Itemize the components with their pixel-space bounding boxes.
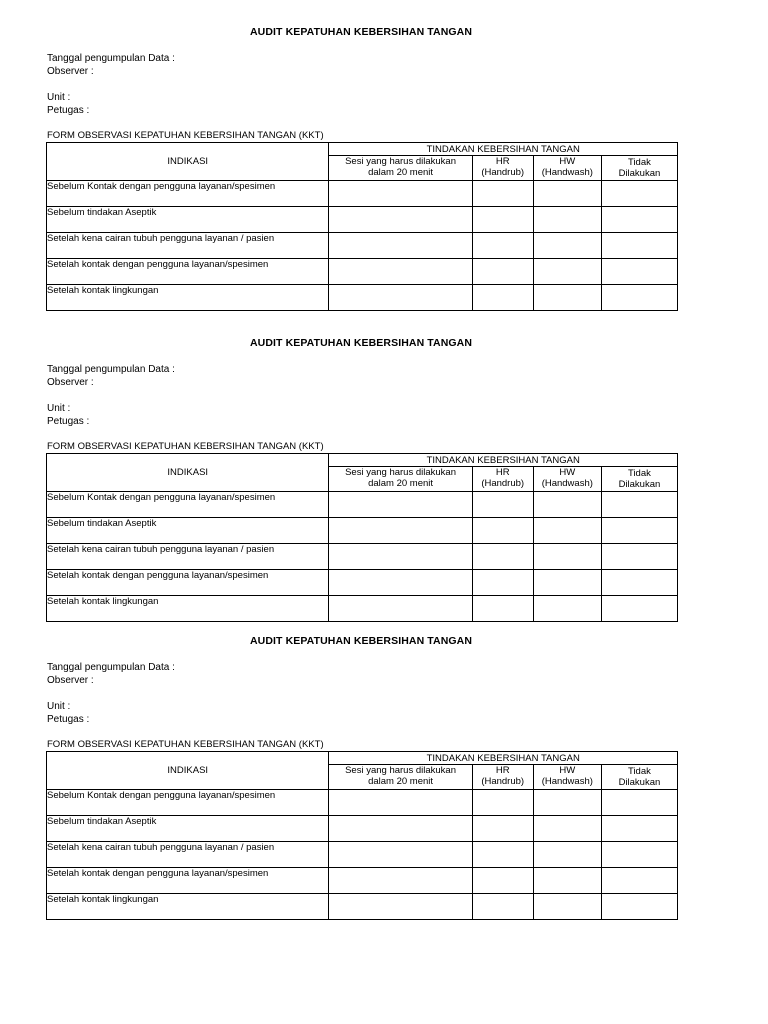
cell-hw[interactable] xyxy=(533,596,601,622)
cell-tidak[interactable] xyxy=(601,570,677,596)
cell-hw[interactable] xyxy=(533,842,601,868)
cell-hr[interactable] xyxy=(472,259,533,285)
table-row xyxy=(47,544,678,570)
cell-hr[interactable] xyxy=(472,285,533,311)
table-row xyxy=(47,233,678,259)
table-row xyxy=(47,790,678,816)
row-indication: Setelah kontak dengan pengguna layanan/spesimen xyxy=(47,570,329,596)
cell-sesi[interactable] xyxy=(329,842,472,868)
cell-sesi[interactable] xyxy=(329,894,472,920)
row-indication: Sebelum Kontak dengan pengguna layanan/spesimen xyxy=(47,790,329,816)
cell-hr[interactable] xyxy=(472,518,533,544)
date-label: Tanggal pengumpulan Data : xyxy=(47,364,175,375)
table-row xyxy=(47,518,678,544)
cell-hr[interactable] xyxy=(472,816,533,842)
cell-tidak[interactable] xyxy=(601,259,677,285)
header-hw: HW (Handwash) xyxy=(533,765,601,790)
header-tidak-dilakukan: Tidak Dilakukan xyxy=(601,765,677,790)
cell-hw[interactable] xyxy=(533,233,601,259)
table-row xyxy=(47,596,678,622)
unit-label: Unit : xyxy=(47,403,71,414)
cell-hw[interactable] xyxy=(533,518,601,544)
cell-tidak[interactable] xyxy=(601,816,677,842)
header-sesi: Sesi yang harus dilakukan dalam 20 menit xyxy=(329,156,472,181)
row-indication: Setelah kontak lingkungan xyxy=(47,894,329,920)
cell-tidak[interactable] xyxy=(601,207,677,233)
row-indication: Setelah kontak dengan pengguna layanan/spesimen xyxy=(47,259,329,285)
form-title: FORM OBSERVASI KEPATUHAN KEBERSIHAN TANGAN (KKT) xyxy=(47,441,324,452)
table-row xyxy=(47,181,678,207)
header-hw: HW (Handwash) xyxy=(533,467,601,492)
row-indication: Sebelum tindakan Aseptik xyxy=(47,518,329,544)
cell-tidak[interactable] xyxy=(601,181,677,207)
audit-title: AUDIT KEPATUHAN KEBERSIHAN TANGAN xyxy=(249,635,473,647)
header-hr: HR (Handrub) xyxy=(472,765,533,790)
cell-hw[interactable] xyxy=(533,492,601,518)
cell-hr[interactable] xyxy=(472,868,533,894)
cell-sesi[interactable] xyxy=(329,868,472,894)
table-row xyxy=(47,842,678,868)
row-indication: Sebelum tindakan Aseptik xyxy=(47,816,329,842)
cell-hr[interactable] xyxy=(472,894,533,920)
cell-tidak[interactable] xyxy=(601,868,677,894)
table-row xyxy=(47,816,678,842)
cell-sesi[interactable] xyxy=(329,596,472,622)
row-indication: Setelah kena cairan tubuh pengguna layanan / pasien xyxy=(47,544,329,570)
cell-hw[interactable] xyxy=(533,816,601,842)
cell-hr[interactable] xyxy=(472,492,533,518)
cell-sesi[interactable] xyxy=(329,207,472,233)
cell-tidak[interactable] xyxy=(601,544,677,570)
cell-sesi[interactable] xyxy=(329,492,472,518)
table-row xyxy=(47,894,678,920)
header-tindakan: TINDAKAN KEBERSIHAN TANGAN xyxy=(329,454,678,467)
cell-tidak[interactable] xyxy=(601,233,677,259)
header-indikasi: INDIKASI xyxy=(47,752,329,790)
petugas-label: Petugas : xyxy=(47,105,90,116)
cell-hw[interactable] xyxy=(533,544,601,570)
cell-tidak[interactable] xyxy=(601,518,677,544)
cell-tidak[interactable] xyxy=(601,596,677,622)
header-tidak-dilakukan: Tidak Dilakukan xyxy=(601,156,677,181)
header-sesi: Sesi yang harus dilakukan dalam 20 menit xyxy=(329,467,472,492)
cell-hw[interactable] xyxy=(533,790,601,816)
cell-hr[interactable] xyxy=(472,207,533,233)
row-indication: Setelah kontak dengan pengguna layanan/spesimen xyxy=(47,868,329,894)
table-row xyxy=(47,492,678,518)
cell-sesi[interactable] xyxy=(329,285,472,311)
audit-title: AUDIT KEPATUHAN KEBERSIHAN TANGAN xyxy=(249,26,473,38)
row-indication: Sebelum tindakan Aseptik xyxy=(47,207,329,233)
cell-hw[interactable] xyxy=(533,259,601,285)
unit-label: Unit : xyxy=(47,701,71,712)
header-hr: HR (Handrub) xyxy=(472,156,533,181)
header-indikasi: INDIKASI xyxy=(47,454,329,492)
table-header-row xyxy=(47,752,678,765)
cell-hr[interactable] xyxy=(472,544,533,570)
table-row xyxy=(47,207,678,233)
cell-sesi[interactable] xyxy=(329,233,472,259)
row-indication: Setelah kena cairan tubuh pengguna layanan / pasien xyxy=(47,233,329,259)
cell-sesi[interactable] xyxy=(329,518,472,544)
table-row xyxy=(47,259,678,285)
observer-label: Observer : xyxy=(47,675,94,686)
header-hw: HW (Handwash) xyxy=(533,156,601,181)
cell-sesi[interactable] xyxy=(329,816,472,842)
header-sesi: Sesi yang harus dilakukan dalam 20 menit xyxy=(329,765,472,790)
row-indication: Sebelum Kontak dengan pengguna layanan/spesimen xyxy=(47,181,329,207)
date-label: Tanggal pengumpulan Data : xyxy=(47,53,175,64)
observer-label: Observer : xyxy=(47,377,94,388)
cell-hr[interactable] xyxy=(472,596,533,622)
cell-hw[interactable] xyxy=(533,570,601,596)
observation-table xyxy=(46,453,678,622)
cell-tidak[interactable] xyxy=(601,894,677,920)
header-tindakan: TINDAKAN KEBERSIHAN TANGAN xyxy=(329,143,678,156)
header-hr: HR (Handrub) xyxy=(472,467,533,492)
row-indication: Sebelum Kontak dengan pengguna layanan/spesimen xyxy=(47,492,329,518)
cell-hw[interactable] xyxy=(533,285,601,311)
table-header-row xyxy=(47,454,678,467)
cell-hr[interactable] xyxy=(472,570,533,596)
cell-hr[interactable] xyxy=(472,181,533,207)
cell-hw[interactable] xyxy=(533,207,601,233)
cell-sesi[interactable] xyxy=(329,570,472,596)
unit-label: Unit : xyxy=(47,92,71,103)
cell-hw[interactable] xyxy=(533,894,601,920)
cell-hr[interactable] xyxy=(472,842,533,868)
table-row xyxy=(47,285,678,311)
date-label: Tanggal pengumpulan Data : xyxy=(47,662,175,673)
form-title: FORM OBSERVASI KEPATUHAN KEBERSIHAN TANGAN (KKT) xyxy=(47,130,324,141)
cell-sesi[interactable] xyxy=(329,544,472,570)
header-tidak-dilakukan: Tidak Dilakukan xyxy=(601,467,677,492)
cell-hr[interactable] xyxy=(472,790,533,816)
cell-sesi[interactable] xyxy=(329,790,472,816)
petugas-label: Petugas : xyxy=(47,416,90,427)
row-indication: Setelah kontak lingkungan xyxy=(47,285,329,311)
observation-table xyxy=(46,142,678,311)
cell-hw[interactable] xyxy=(533,868,601,894)
cell-tidak[interactable] xyxy=(601,790,677,816)
table-row xyxy=(47,868,678,894)
cell-tidak[interactable] xyxy=(601,285,677,311)
header-indikasi: INDIKASI xyxy=(47,143,329,181)
form-title: FORM OBSERVASI KEPATUHAN KEBERSIHAN TANGAN (KKT) xyxy=(47,739,324,750)
cell-hw[interactable] xyxy=(533,181,601,207)
table-header-row xyxy=(47,143,678,156)
observation-table xyxy=(46,751,678,920)
audit-title: AUDIT KEPATUHAN KEBERSIHAN TANGAN xyxy=(249,337,473,349)
cell-sesi[interactable] xyxy=(329,181,472,207)
cell-tidak[interactable] xyxy=(601,842,677,868)
cell-sesi[interactable] xyxy=(329,259,472,285)
header-tindakan: TINDAKAN KEBERSIHAN TANGAN xyxy=(329,752,678,765)
cell-hr[interactable] xyxy=(472,233,533,259)
cell-tidak[interactable] xyxy=(601,492,677,518)
row-indication: Setelah kontak lingkungan xyxy=(47,596,329,622)
row-indication: Setelah kena cairan tubuh pengguna layanan / pasien xyxy=(47,842,329,868)
petugas-label: Petugas : xyxy=(47,714,90,725)
observer-label: Observer : xyxy=(47,66,94,77)
table-row xyxy=(47,570,678,596)
